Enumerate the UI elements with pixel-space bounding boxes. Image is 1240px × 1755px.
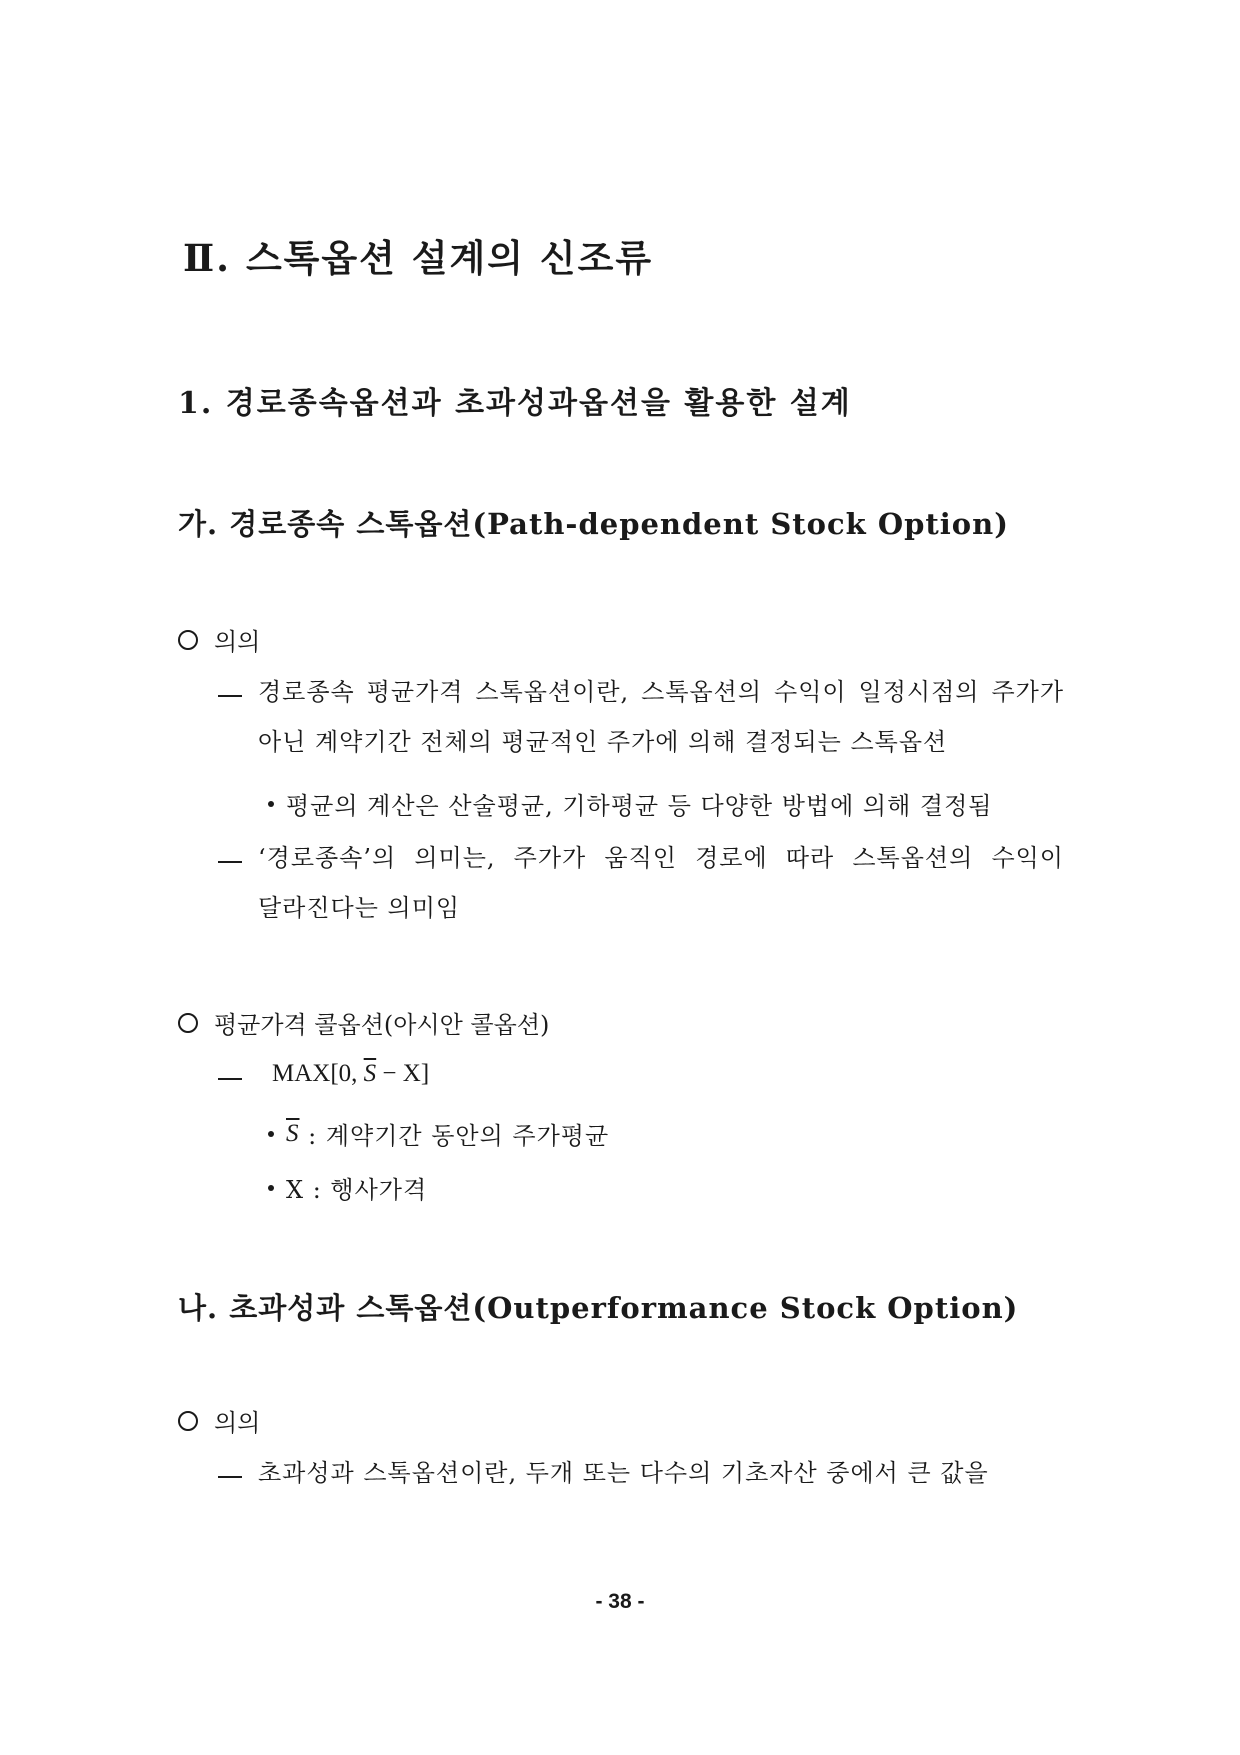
call-head-label: 평균가격 콜옵션(아시안 콜옵션) bbox=[214, 1011, 550, 1039]
subsection-a-title: 가. 경로종속 스톡옵션(Path-dependent Stock Option) bbox=[178, 507, 1009, 541]
formula bbox=[272, 1060, 429, 1088]
dot-bullet-icon bbox=[268, 1185, 274, 1191]
formula-line bbox=[218, 1060, 718, 1088]
definition-head-label: 의의 bbox=[214, 1409, 261, 1437]
section-title: 1. 경로종속옵션과 초과성과옵션을 활용한 설계 bbox=[178, 386, 852, 421]
formula-suffix: − X] bbox=[376, 1060, 430, 1087]
subsection-a-dash-2 bbox=[218, 846, 1064, 933]
dash-bullet-icon bbox=[218, 1476, 242, 1478]
dash-2-text: ‘경로종속’의 의미는, 주가가 움직인 경로에 따라 스톡옵션의 수익이 달라진다는 의미임 bbox=[258, 844, 1064, 922]
dash-1-text: 경로종속 평균가격 스톡옵션이란, 스톡옵션의 수익이 일정시점의 주가가 아닌 계약기간 전체의 평균적인 주가에 의해 결정되는 스톡옵션 bbox=[258, 678, 1064, 756]
subsection-a-bullet-1 bbox=[268, 786, 992, 821]
bullet-1-text: 평균의 계산은 산술평균, 기하평균 등 다양한 방법에 의해 결정됨 bbox=[286, 792, 993, 820]
definition-head-label: 의의 bbox=[214, 628, 261, 656]
subsection-a-call-head bbox=[178, 1005, 549, 1040]
x-definition-bullet bbox=[268, 1170, 427, 1205]
dash-bullet-icon bbox=[218, 695, 242, 697]
dash-bullet-icon bbox=[218, 1078, 242, 1080]
formula-prefix: MAX[0, bbox=[272, 1060, 364, 1087]
s-definition-bullet bbox=[268, 1116, 609, 1151]
x-description: X : 행사가격 bbox=[286, 1176, 428, 1204]
dash-1-text: 초과성과 스톡옵션이란, 두개 또는 다수의 기초자산 중에서 큰 값을 bbox=[258, 1459, 989, 1487]
s-description: : 계약기간 동안의 주가평균 bbox=[299, 1122, 610, 1150]
subsection-b-definition-head bbox=[178, 1403, 260, 1438]
page-number: - 38 - bbox=[595, 1590, 645, 1613]
formula-s-bar: $\overline{S}$ bbox=[363, 1060, 377, 1087]
subsection-a-dash-1 bbox=[218, 680, 1064, 767]
subsection-b-dash-1 bbox=[218, 1461, 1064, 1498]
chapter-title: Ⅱ. 스톡옵션 설계의 신조류 bbox=[183, 236, 654, 280]
circle-bullet-icon bbox=[178, 630, 198, 650]
subsection-a-definition-head bbox=[178, 622, 260, 657]
dot-bullet-icon bbox=[268, 1131, 274, 1137]
circle-bullet-icon bbox=[178, 1411, 198, 1431]
dot-bullet-icon bbox=[268, 801, 274, 807]
circle-bullet-icon bbox=[178, 1013, 198, 1033]
dash-bullet-icon bbox=[218, 861, 242, 863]
s-symbol: $\overline{S}$ bbox=[286, 1119, 300, 1147]
subsection-b-title: 나. 초과성과 스톡옵션(Outperformance Stock Option) bbox=[178, 1291, 1019, 1325]
